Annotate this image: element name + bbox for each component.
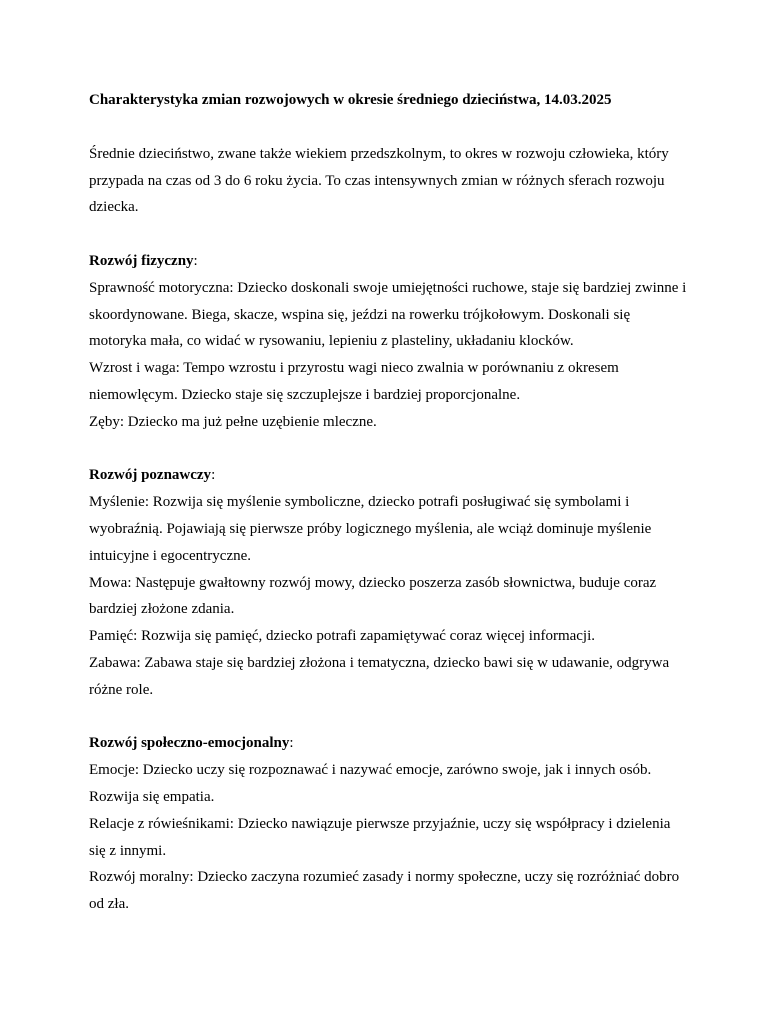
section-paragraph: Myślenie: Rozwija się myślenie symboliczne, dziecko potrafi posługiwać się symbolami i wyobraźnią. Pojawiają się pierwsze próby logicznego myślenia, ale wciąż dominuje myślenie intuicyjne i egocentryczne.	[89, 494, 652, 564]
spacer	[89, 221, 689, 248]
section-heading-text: Rozwój poznawczy	[89, 467, 212, 484]
section-paragraph: Pamięć: Rozwija się pamięć, dziecko potrafi zapamiętywać coraz więcej informacji.	[89, 628, 596, 645]
section-paragraph: Zabawa: Zabawa staje się bardziej złożona i tematyczna, dziecko bawi się w udawanie, odgrywa różne role.	[89, 654, 670, 698]
section-paragraph: Relacje z rówieśnikami: Dziecko nawiązuje pierwsze przyjaźnie, uczy się współpracy i dzielenia się z innymi.	[89, 815, 671, 859]
spacer	[89, 114, 689, 141]
spacer	[89, 436, 689, 463]
section-heading-cognitive	[89, 462, 689, 489]
section-heading-colon: :	[289, 735, 294, 752]
section-heading-colon: :	[193, 252, 198, 269]
section-paragraph: Emocje: Dziecko uczy się rozpoznawać i nazywać emocje, zarówno swoje, jak i innych osób. Rozwija się empatia.	[89, 762, 652, 805]
section-paragraph: Sprawność motoryczna: Dziecko doskonali swoje umiejętności ruchowe, staje się bardziej zwinne i skoordynowane. Biega, skacze, wspina się, jeździ na rowerku trójkołowym. Doskonali się motoryka mała, co widać w rysowaniu, lepieniu z plasteliny, układaniu klocków.	[89, 279, 687, 350]
section-paragraph: Wzrost i waga: Tempo wzrostu i przyrostu wagi nieco zwalnia w porównaniu z okresem niemowlęcym. Dziecko staje się szczuplejsze i bardziej proporcjonalne.	[89, 360, 619, 403]
document-page	[89, 87, 689, 918]
section-paragraph: Zęby: Dziecko ma już pełne uzębienie mleczne.	[89, 413, 377, 430]
section-paragraph: Rozwój moralny: Dziecko zaczyna rozumieć zasady i normy społeczne, uczy się rozróżniać dobro od zła.	[89, 869, 680, 913]
section-heading-socioemotional	[89, 730, 689, 757]
section-heading-physical	[89, 248, 689, 275]
document-title: Charakterystyka zmian rozwojowych w okresie średniego dzieciństwa, 14.03.2025	[89, 92, 612, 108]
spacer	[89, 704, 689, 731]
intro-paragraph: Średnie dzieciństwo, zwane także wiekiem przedszkolnym, to okres w rozwoju człowieka, który przypada na czas od 3 do 6 roku życia. To czas intensywnych zmian w różnych sferach rozwoju dziecka.	[89, 145, 669, 216]
section-heading-text: Rozwój fizyczny	[89, 252, 194, 269]
section-heading-colon: :	[211, 467, 216, 484]
section-paragraph: Mowa: Następuje gwałtowny rozwój mowy, dziecko poszerza zasób słownictwa, buduje coraz bardziej złożone zdania.	[89, 574, 657, 618]
section-heading-text: Rozwój społeczno-emocjonalny	[89, 735, 290, 752]
